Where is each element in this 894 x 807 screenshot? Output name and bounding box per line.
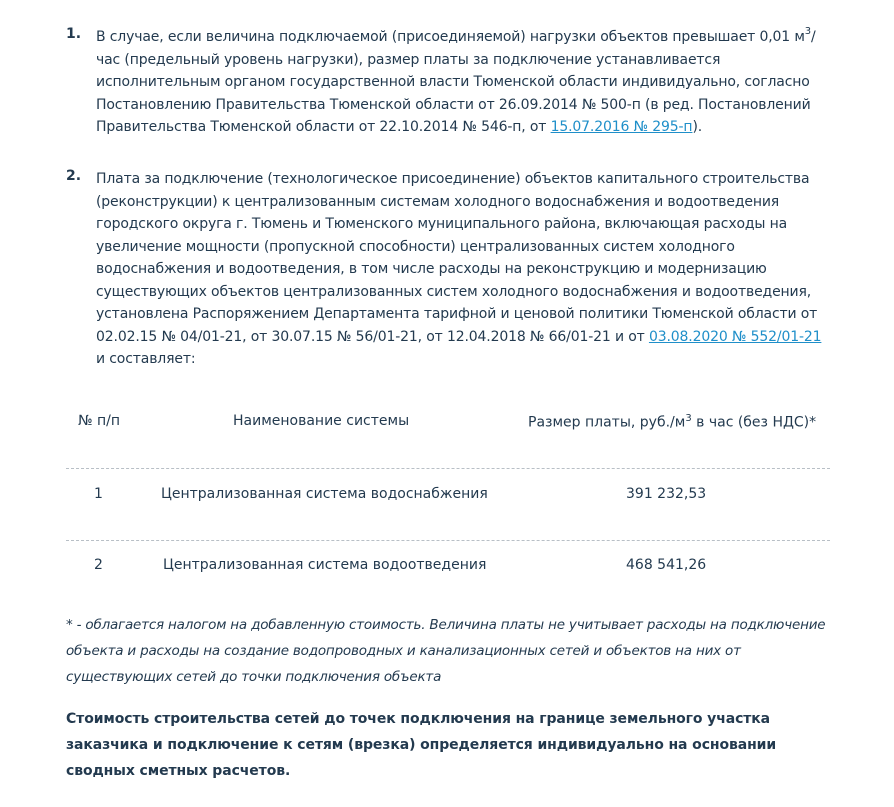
bold-note: Стоимость строительства сетей до точек подключения на границе земельного участка заказчика и подключение к сетям (врезка) определяется индивидуально на основании сводных сметных расчетов. <box>66 711 777 779</box>
superscript: 3 <box>804 26 811 38</box>
row-2-name: Централизованная система водоотведения <box>163 557 487 573</box>
row-2-num: 2 <box>94 557 103 573</box>
paragraph-text: и составляет: <box>96 351 196 367</box>
header-num: № п/п <box>78 413 121 429</box>
row-1-num: 1 <box>94 486 103 502</box>
row-1-name: Централизованная система водоснабжения <box>161 486 488 502</box>
paragraph-text: Плата за подключение (технологическое присоединение) объектов капитального строительства (реконструкции) к централизованным системам холодного водоснабжения и водоотведения городского округа г. Тюмень и Тюменского муниципального района, включающая расходы на увеличение мощности (пропускной способности) централизованных систем холодного водоснабжения и водоотведения, в том числе расходы на реконструкцию и модернизацию существующих объектов централизованных систем холодного водоснабжения и водоотведения, установлена Распоряжением Департамента тарифной и ценовой политики Тюменской области от 02.02.15 № 04/01-21, от 30.07.15 № 56/01-21, от 12.04.2018 № 66/01-21 и от <box>96 171 818 345</box>
table-divider <box>66 468 830 469</box>
order-link[interactable]: 03.08.2020 № 552/01-21 <box>648 328 822 345</box>
paragraph-1 <box>96 26 826 139</box>
paragraph-2 <box>96 168 826 371</box>
footnote: * - облагается налогом на добавленную стоимость. Величина платы не учитывает расходы на подключение объекта и расходы на создание водопроводных и канализационных сетей и объектов на них от существующих сетей до точки подключения объекта <box>66 617 826 685</box>
row-2-price: 468 541,26 <box>626 557 707 573</box>
header-name: Наименование системы <box>233 413 410 429</box>
list-number: 1. <box>66 26 82 42</box>
header-price-text: в час (без НДС)* <box>691 414 817 431</box>
list-item-2 <box>66 168 826 371</box>
header-price-text: Размер платы, руб./м <box>528 414 686 431</box>
list-item-1 <box>66 26 826 139</box>
paragraph-text: /час (предельный уровень нагрузки), размер платы за подключение устанавливается исполнительным органом государственной власти Тюменской области индивидуально, согласно Постановлению Правительства Тюменской области от 26.09.2014 № 500-п (в ред. Постановлений Правительства Тюменской области от 22.10.2014 № 546-п, от <box>96 29 816 135</box>
row-1-price: 391 232,53 <box>626 486 707 502</box>
paragraph-text: ). <box>692 119 703 135</box>
decree-link[interactable]: 15.07.2016 № 295-п <box>550 119 693 135</box>
paragraph-text: В случае, если величина подключаемой (присоединяемой) нагрузки объектов превышает 0,01 м <box>96 29 805 45</box>
header-price <box>528 413 816 431</box>
list-number: 2. <box>66 168 82 184</box>
table-divider <box>66 540 830 541</box>
superscript: 3 <box>685 413 692 424</box>
